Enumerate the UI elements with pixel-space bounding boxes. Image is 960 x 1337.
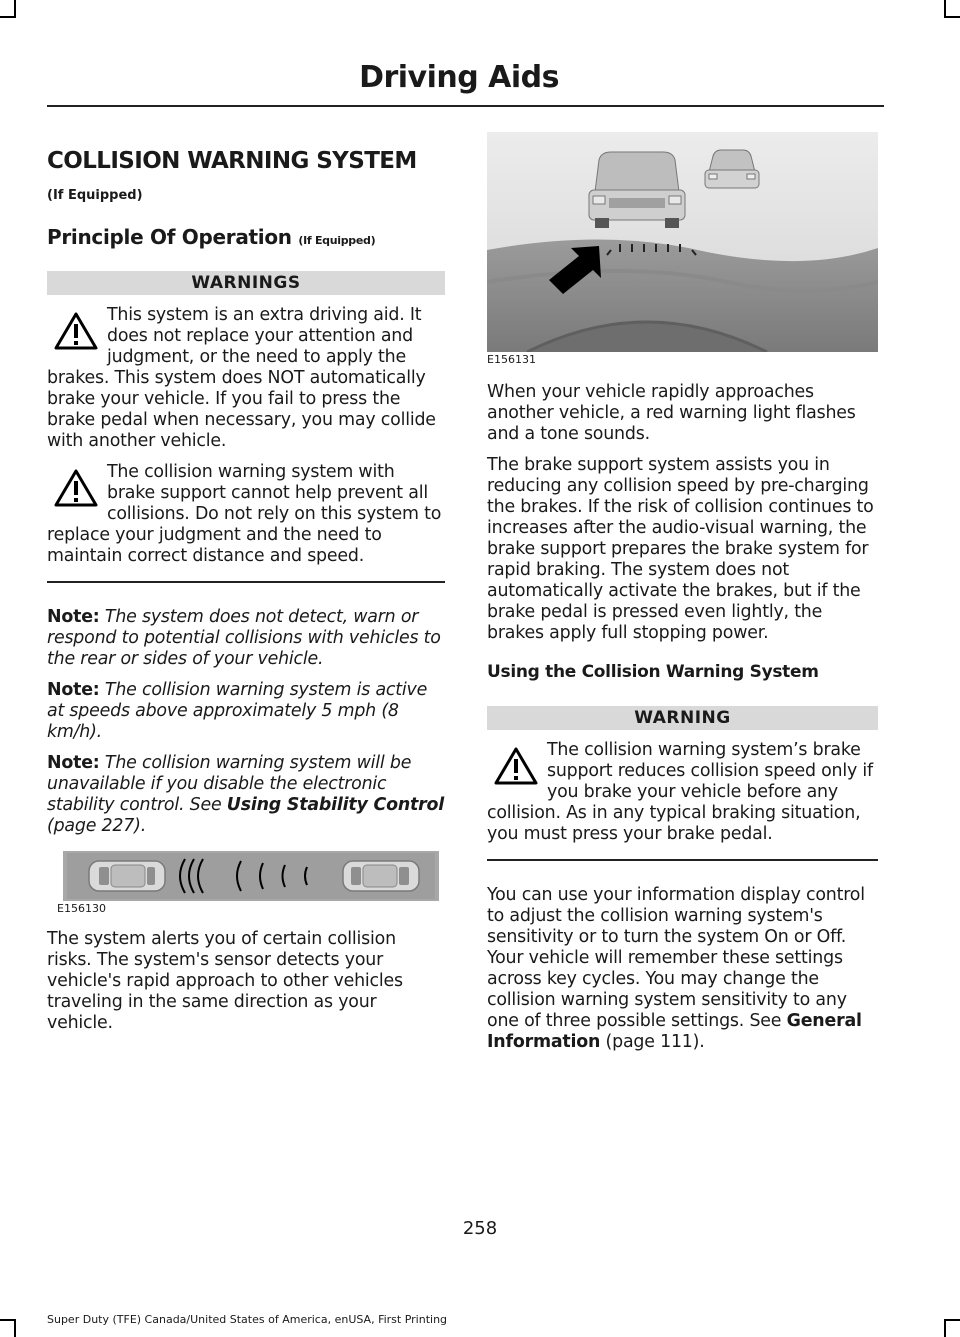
figure-vehicle-sensing	[47, 851, 445, 915]
crop-mark	[0, 16, 16, 18]
page-number: 258	[462, 1218, 498, 1239]
paragraph-text: You can use your information display control to adjust the collision warning system's sensitivity or to turn the system On or Off. Your vehicle will remember these settings across key cycles. You may change the collision warning system sensitivity to any one of three possible settings. See	[487, 885, 865, 1031]
sensor-illustration	[63, 851, 439, 901]
note-label: Note:	[47, 607, 100, 627]
page-reference: (page 111).	[605, 1032, 705, 1052]
warning-block	[47, 462, 445, 567]
note	[47, 607, 445, 670]
principle-suffix: (If Equipped)	[298, 234, 376, 247]
note	[47, 680, 445, 743]
warning-text: This system is an extra driving aid. It does not replace your attention and judgment, or the need to apply the brakes. This system does NOT automatically brake your vehicle. If you fail to press the brake pedal when necessary, you may collide with another vehicle.	[47, 305, 436, 451]
section-heading: COLLISION WARNING SYSTEM	[47, 148, 417, 174]
car-icon	[343, 861, 419, 891]
figure-dashboard-warning	[487, 132, 878, 366]
warning-triangle-icon	[53, 311, 99, 351]
note-label: Note:	[47, 753, 100, 773]
page-reference: (page 227).	[47, 816, 147, 836]
warning-header: WARNING	[487, 706, 878, 730]
note	[47, 753, 445, 837]
section-title: Driving Aids	[359, 60, 559, 95]
figure-id: E156130	[57, 902, 106, 915]
crop-mark	[944, 1319, 946, 1337]
warning-text: The collision warning system’s brake support reduces collision speed only if you brake your vehicle before any collision. As in any typical braking situation, you must press your brake pedal.	[487, 740, 873, 844]
body-paragraph: The brake support system assists you in reducing any collision speed by pre-charging the brakes. If the risk of collision continues to increases after the audio-visual warning, the brake support prepares the brake system for rapid braking. The system does not automatically activate the brakes, but if the brake pedal is pressed even lightly, the brakes apply full stopping power.	[487, 455, 874, 643]
left-column	[47, 140, 445, 1044]
body-paragraph: When your vehicle rapidly approaches another vehicle, a red warning light flashes and a tone sounds.	[487, 382, 856, 444]
body-paragraph	[487, 885, 878, 1053]
note-text: The collision warning system is active at speeds above approximately 5 mph (8 km/h).	[47, 680, 428, 742]
footer-text: Super Duty (TFE) Canada/United States of America, enUSA, First Printing	[47, 1313, 448, 1326]
figure-id: E156131	[487, 353, 536, 366]
note-text: The system does not detect, warn or respond to potential collisions with vehicles to the rear or sides of your vehicle.	[47, 607, 441, 669]
car-icon	[589, 152, 685, 228]
note-text: The collision warning system will be unavailable if you disable the electronic stability control. See	[47, 753, 412, 815]
crop-mark	[944, 1319, 960, 1321]
cross-reference-link[interactable]: Using Stability Control	[226, 795, 445, 815]
principle-title: Principle Of Operation	[47, 225, 292, 249]
crop-mark	[0, 1319, 16, 1321]
crop-mark	[944, 16, 960, 18]
warning-block	[487, 740, 878, 845]
crop-mark	[14, 1319, 16, 1337]
warning-triangle-icon	[493, 746, 539, 786]
divider	[47, 581, 445, 583]
car-icon	[705, 150, 759, 188]
right-column	[487, 140, 878, 1063]
warning-block	[47, 305, 445, 452]
car-icon	[89, 861, 165, 891]
if-equipped-label: (If Equipped)	[47, 188, 143, 203]
principle-heading	[47, 225, 445, 249]
body-paragraph: The system alerts you of certain collision risks. The system's sensor detects your vehicle's rapid approach to other vehicles traveling in the same direction as your vehicle.	[47, 929, 403, 1033]
warning-text: The collision warning system with brake support cannot help prevent all collisions. Do not rely on this system to replace your judgment and the need to maintain correct distance and speed.	[47, 462, 442, 566]
divider	[487, 859, 878, 861]
cross-reference-link[interactable]: General Information	[487, 1011, 862, 1052]
using-heading: Using the Collision Warning System	[487, 662, 819, 682]
note-label: Note:	[47, 680, 100, 700]
warnings-header: WARNINGS	[47, 271, 445, 295]
dashboard-illustration	[487, 132, 878, 352]
page-header	[47, 60, 884, 107]
warning-triangle-icon	[53, 468, 99, 508]
